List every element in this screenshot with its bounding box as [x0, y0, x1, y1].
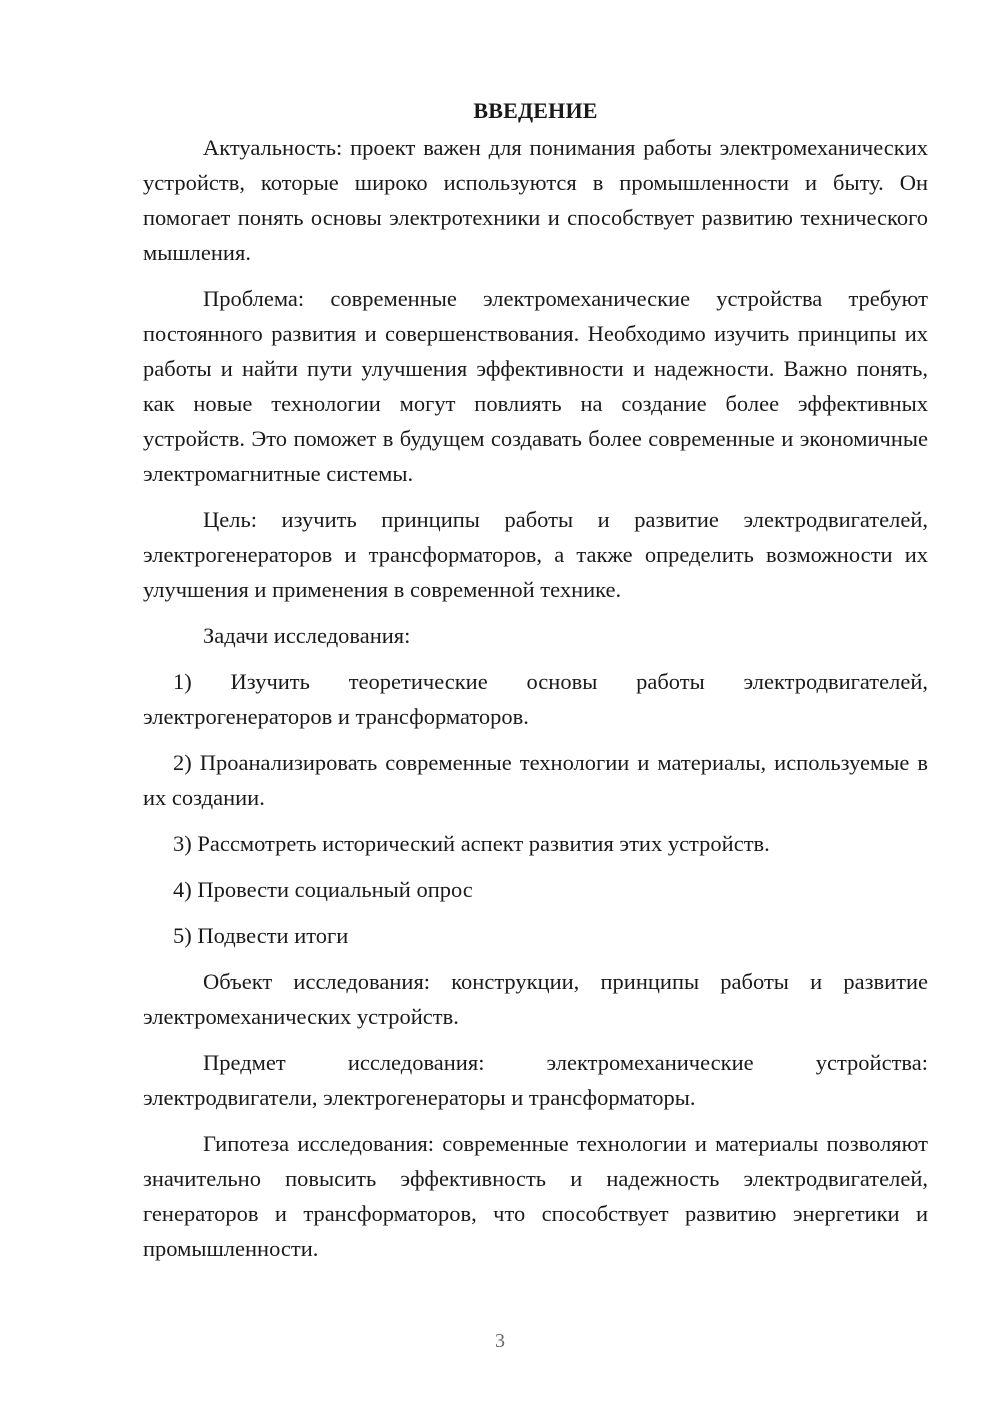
task-item-1: 1) Изучить теоретические основы работы электродвигателей, электрогенераторов и трансформаторов. — [143, 669, 928, 729]
document-page — [143, 93, 928, 1277]
paragraph-goal: Цель: изучить принципы работы и развитие электродвигателей, электрогенераторов и трансформаторов, а также определить возможности их улучшения и применения в современной технике. — [143, 507, 928, 602]
paragraph-subject: Предмет исследования: электромеханические устройства: электродвигатели, электрогенераторы и трансформаторы. — [143, 1050, 928, 1110]
page-number: 3 — [495, 1330, 505, 1352]
paragraph-hypothesis: Гипотеза исследования: современные технологии и материалы позволяют значительно повысить эффективность и надежность электродвигателей, генераторов и трансформаторов, что способствует развитию энергетики и промышленности. — [143, 1131, 928, 1261]
paragraph-problem: Проблема: современные электромеханические устройства требуют постоянного развития и совершенствования. Необходимо изучить принципы их работы и найти пути улучшения эффективности и надежности. Важно понять, как новые технологии могут повлиять на создание более эффективных устройств. Это поможет в будущем создавать более современные и экономичные электромагнитные системы. — [143, 286, 928, 486]
paragraph-object: Объект исследования: конструкции, принципы работы и развитие электромеханических устройств. — [143, 969, 928, 1029]
section-heading: ВВЕДЕНИЕ — [473, 98, 598, 123]
task-item-2: 2) Проанализировать современные технологии и материалы, используемые в их создании. — [143, 750, 928, 810]
tasks-title: Задачи исследования: — [203, 623, 411, 648]
task-item-5: 5) Подвести итоги — [173, 923, 349, 948]
task-item-3: 3) Рассмотреть исторический аспект развития этих устройств. — [173, 831, 770, 856]
task-item-4: 4) Провести социальный опрос — [173, 877, 473, 902]
paragraph-relevance: Актуальность: проект важен для понимания работы электромеханических устройств, которые широко используются в промышленности и быту. Он помогает понять основы электротехники и способствует развитию технического мышления. — [143, 135, 928, 265]
